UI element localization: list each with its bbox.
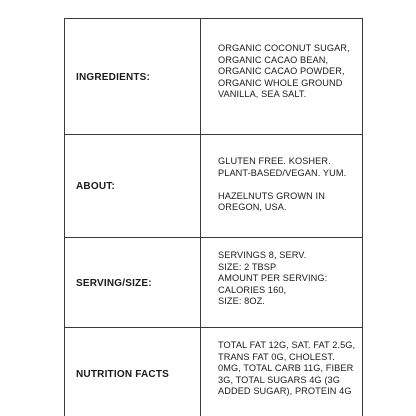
serving-line: SIZE: 2 TBSP bbox=[218, 261, 277, 272]
about-line: GLUTEN FREE. KOSHER. bbox=[218, 156, 331, 166]
nutrition-line: 3G, TOTAL SUGARS 4G (3G bbox=[218, 374, 340, 385]
serving-line: SERVINGS 8, SERV. bbox=[218, 250, 307, 260]
serving-line: SIZE: 8OZ. bbox=[218, 296, 265, 306]
nutrition-facts-row bbox=[65, 328, 362, 416]
nutrition-facts-label: NUTRITION FACTS bbox=[76, 369, 169, 380]
nutrition-line: TRANS FAT 0G, CHOLEST. bbox=[218, 351, 335, 362]
product-info-table bbox=[64, 18, 363, 416]
ingredients-line: ORGANIC WHOLE GROUND bbox=[218, 77, 343, 88]
column-divider bbox=[200, 135, 201, 237]
serving-size-value bbox=[218, 250, 364, 308]
column-divider bbox=[200, 19, 201, 134]
about-spacer bbox=[218, 179, 364, 191]
serving-line: CALORIES 160, bbox=[218, 284, 287, 295]
about-value bbox=[218, 156, 364, 214]
serving-size-label: SERVING/SIZE: bbox=[76, 278, 152, 289]
about-label: ABOUT: bbox=[76, 181, 115, 192]
about-line: HAZELNUTS GROWN IN bbox=[218, 190, 325, 201]
ingredients-row bbox=[65, 19, 362, 135]
nutrition-line: TOTAL FAT 12G, SAT. FAT 2.5G, bbox=[218, 340, 356, 350]
column-divider bbox=[200, 328, 201, 416]
about-line: PLANT-BASED/VEGAN. YUM. bbox=[218, 167, 347, 178]
ingredients-line: VANILLA, SEA SALT. bbox=[218, 89, 307, 99]
ingredients-line: ORGANIC COCONUT SUGAR, bbox=[218, 43, 350, 53]
column-divider bbox=[200, 238, 201, 327]
about-line: OREGON, USA. bbox=[218, 202, 287, 212]
about-row bbox=[65, 135, 362, 238]
serving-line: AMOUNT PER SERVING: bbox=[218, 273, 328, 283]
nutrition-line: 0MG, TOTAL CARB 11G, FIBER bbox=[218, 363, 354, 373]
ingredients-label: INGREDIENTS: bbox=[76, 72, 151, 83]
ingredients-line: ORGANIC CACAO BEAN, bbox=[218, 54, 329, 65]
ingredients-line: ORGANIC CACAO POWDER, bbox=[218, 66, 345, 76]
serving-size-row bbox=[65, 238, 362, 328]
nutrition-facts-value bbox=[218, 340, 364, 398]
nutrition-line: ADDED SUGAR), PROTEIN 4G bbox=[218, 386, 352, 396]
ingredients-value bbox=[218, 43, 364, 101]
